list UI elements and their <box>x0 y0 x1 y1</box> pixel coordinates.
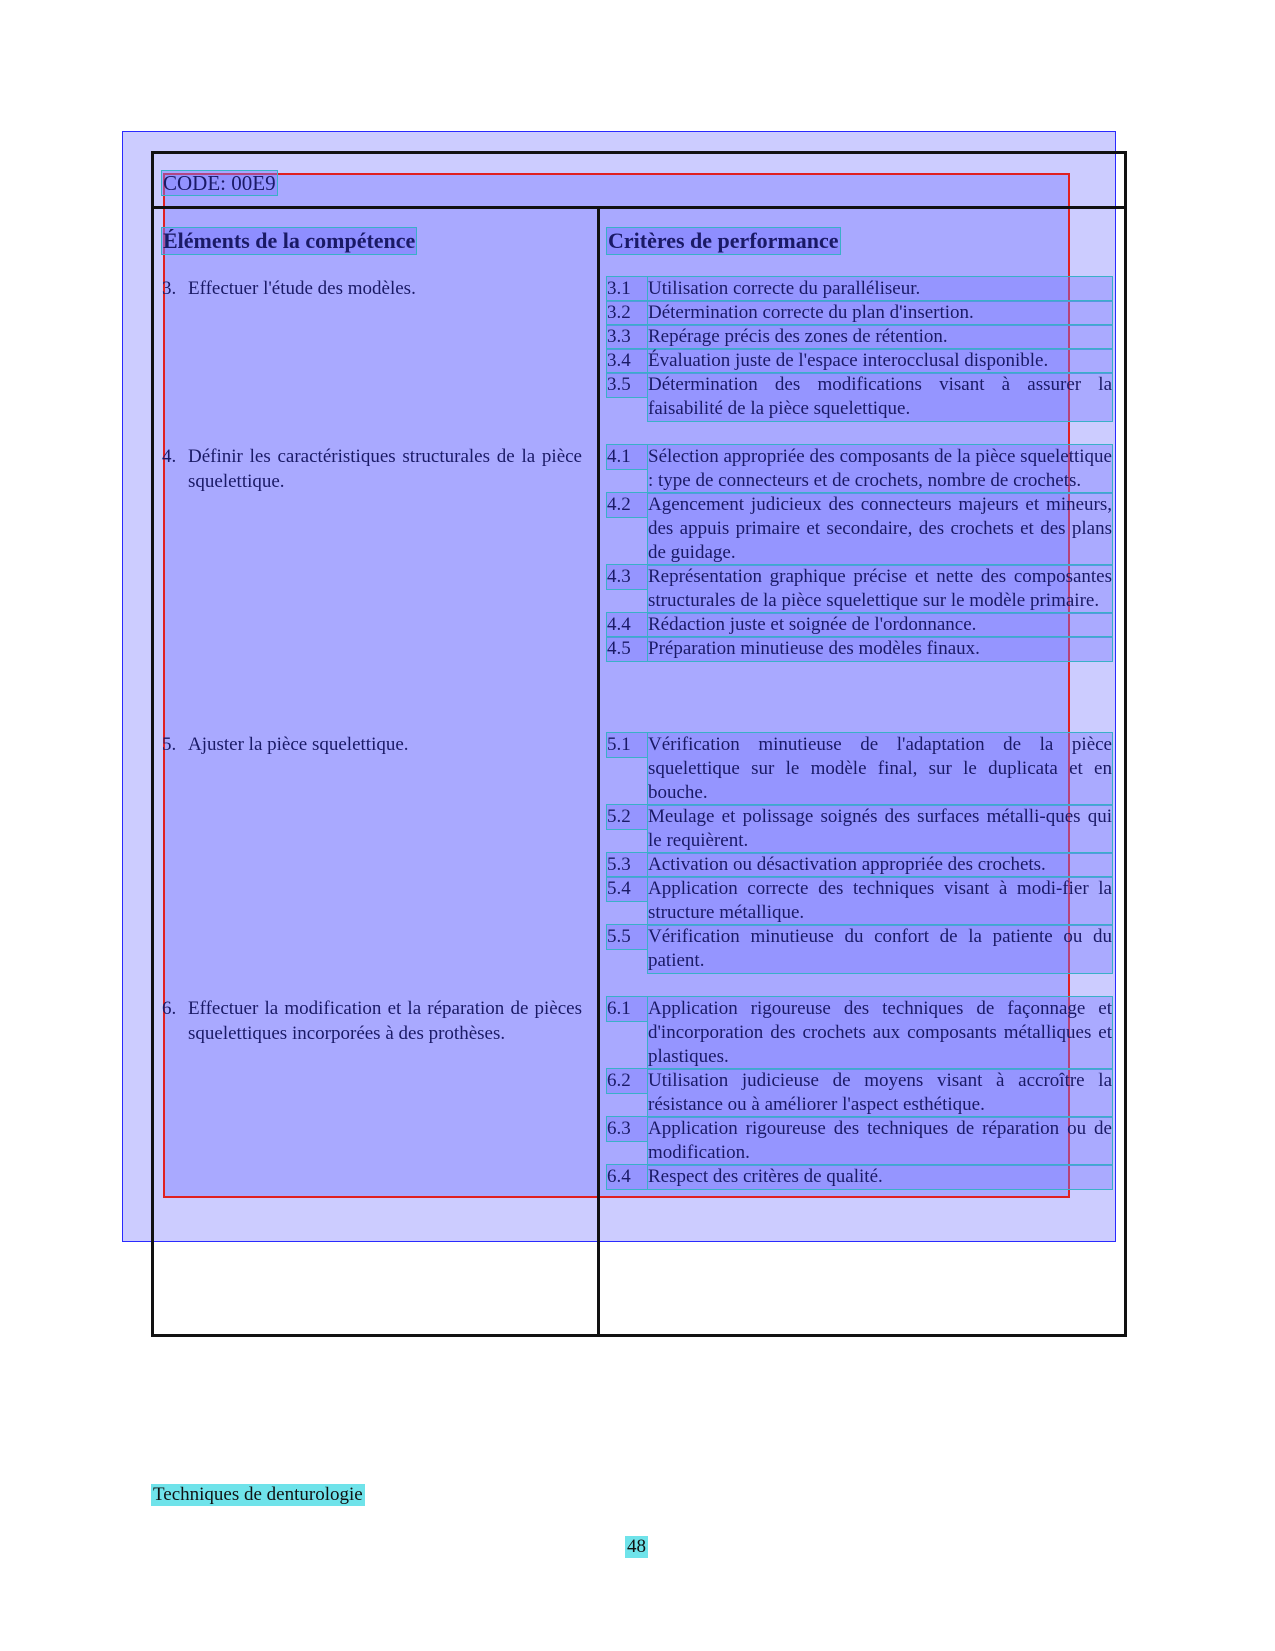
criteria-group-3 <box>607 277 1112 421</box>
criterion-number: 6.2 <box>607 1069 647 1093</box>
criterion-number: 4.1 <box>607 445 647 469</box>
program-name: Techniques de denturologie <box>153 1484 363 1505</box>
criterion-item <box>607 373 1112 421</box>
criterion-item <box>607 349 1112 373</box>
criterion-text: Activation ou désactivation appropriée des crochets. <box>648 853 1112 877</box>
element-number: 3. <box>162 278 177 299</box>
criterion-number: 4.3 <box>607 565 647 589</box>
criterion-number: 5.2 <box>607 805 647 829</box>
criterion-item <box>607 325 1112 349</box>
element-4 <box>162 445 582 494</box>
criteria-group-5 <box>607 733 1112 973</box>
element-text: Ajuster la pièce squelettique. <box>188 734 409 755</box>
criterion-number: 3.5 <box>607 373 647 397</box>
criterion-number: 5.3 <box>607 853 647 877</box>
criterion-item <box>607 637 1112 661</box>
criterion-number: 6.4 <box>607 1165 647 1189</box>
criterion-text: Détermination des modifications visant à assurer la faisabilité de la pièce squelettique. <box>648 374 1112 419</box>
criterion-text: Repérage précis des zones de rétention. <box>648 325 1112 349</box>
criterion-number: 5.4 <box>607 877 647 901</box>
criterion-number: 3.2 <box>607 301 647 325</box>
criterion-text: Préparation minutieuse des modèles finaux. <box>648 637 1112 661</box>
criterion-number: 3.4 <box>607 349 647 373</box>
criterion-item <box>607 565 1112 613</box>
criterion-item <box>607 277 1112 301</box>
element-text: Effectuer l'étude des modèles. <box>188 278 416 299</box>
criterion-text: Évaluation juste de l'espace interocclusal disponible. <box>648 349 1112 373</box>
page-number: 48 <box>627 1536 646 1557</box>
criterion-number: 6.1 <box>607 997 647 1021</box>
criterion-text: Application correcte des techniques visant à modi-fier la structure métallique. <box>648 878 1112 923</box>
criterion-text: Agencement judicieux des connecteurs majeurs et mineurs, des appuis primaire et secondaire, des crochets et des plans de guidage. <box>648 494 1112 563</box>
table-header-divider <box>151 206 1127 209</box>
criteria-header: Critères de performance <box>608 228 839 253</box>
element-number: 6. <box>162 998 177 1019</box>
criterion-item <box>607 805 1112 853</box>
element-number: 5. <box>162 734 177 755</box>
criterion-item <box>607 853 1112 877</box>
criterion-text: Respect des critères de qualité. <box>648 1165 1112 1189</box>
criterion-item <box>607 925 1112 973</box>
criterion-text: Application rigoureuse des techniques de façonnage et d'incorporation des crochets aux composants métalliques et plastiques. <box>648 998 1112 1067</box>
criterion-text: Utilisation judicieuse de moyens visant à accroître la résistance ou à améliorer l'aspect esthétique. <box>648 1070 1112 1115</box>
criterion-item <box>607 493 1112 565</box>
criterion-item <box>607 1069 1112 1117</box>
criterion-text: Meulage et polissage soignés des surfaces métalli-ques qui le requièrent. <box>648 806 1112 851</box>
element-5 <box>162 733 582 758</box>
criterion-item <box>607 1165 1112 1189</box>
criterion-number: 4.2 <box>607 493 647 517</box>
criterion-item <box>607 613 1112 637</box>
criterion-number: 6.3 <box>607 1117 647 1141</box>
criterion-text: Représentation graphique précise et nette des composantes structurales de la pièce squelettique sur le modèle primaire. <box>648 566 1112 611</box>
element-text: Effectuer la modification et la réparation de pièces squelettiques incorporées à des prothèses. <box>188 998 582 1044</box>
criterion-text: Vérification minutieuse de l'adaptation de la pièce squelettique sur le modèle final, sur le duplicata et en bouche. <box>648 734 1112 803</box>
criterion-text: Utilisation correcte du paralléliseur. <box>648 277 1112 301</box>
criterion-item <box>607 445 1112 493</box>
criterion-number: 4.5 <box>607 637 647 661</box>
competence-code: CODE: 00E9 <box>163 171 276 195</box>
element-3 <box>162 277 582 302</box>
criterion-text: Rédaction juste et soignée de l'ordonnance. <box>648 613 1112 637</box>
criterion-number: 3.3 <box>607 325 647 349</box>
criterion-text: Application rigoureuse des techniques de réparation ou de modification. <box>648 1118 1112 1163</box>
criterion-number: 3.1 <box>607 277 647 301</box>
criterion-text: Détermination correcte du plan d'insertion. <box>648 301 1112 325</box>
table-column-divider <box>597 206 600 1337</box>
criterion-item <box>607 301 1112 325</box>
criterion-text: Sélection appropriée des composants de la pièce squelettique : type de connecteurs et de crochets, nombre de crochets. <box>648 446 1112 491</box>
element-number: 4. <box>162 446 177 467</box>
element-6 <box>162 997 582 1046</box>
criterion-item <box>607 877 1112 925</box>
criterion-text: Vérification minutieuse du confort de la patiente ou du patient. <box>648 926 1112 971</box>
elements-header: Éléments de la compétence <box>163 228 416 253</box>
criterion-item <box>607 997 1112 1069</box>
criterion-number: 5.5 <box>607 925 647 949</box>
criterion-item <box>607 1117 1112 1165</box>
element-text: Définir les caractéristiques structurales de la pièce squelettique. <box>188 446 582 492</box>
criteria-group-6 <box>607 997 1112 1189</box>
criteria-group-4 <box>607 445 1112 661</box>
criterion-number: 5.1 <box>607 733 647 757</box>
criterion-number: 4.4 <box>607 613 647 637</box>
criterion-item <box>607 733 1112 805</box>
